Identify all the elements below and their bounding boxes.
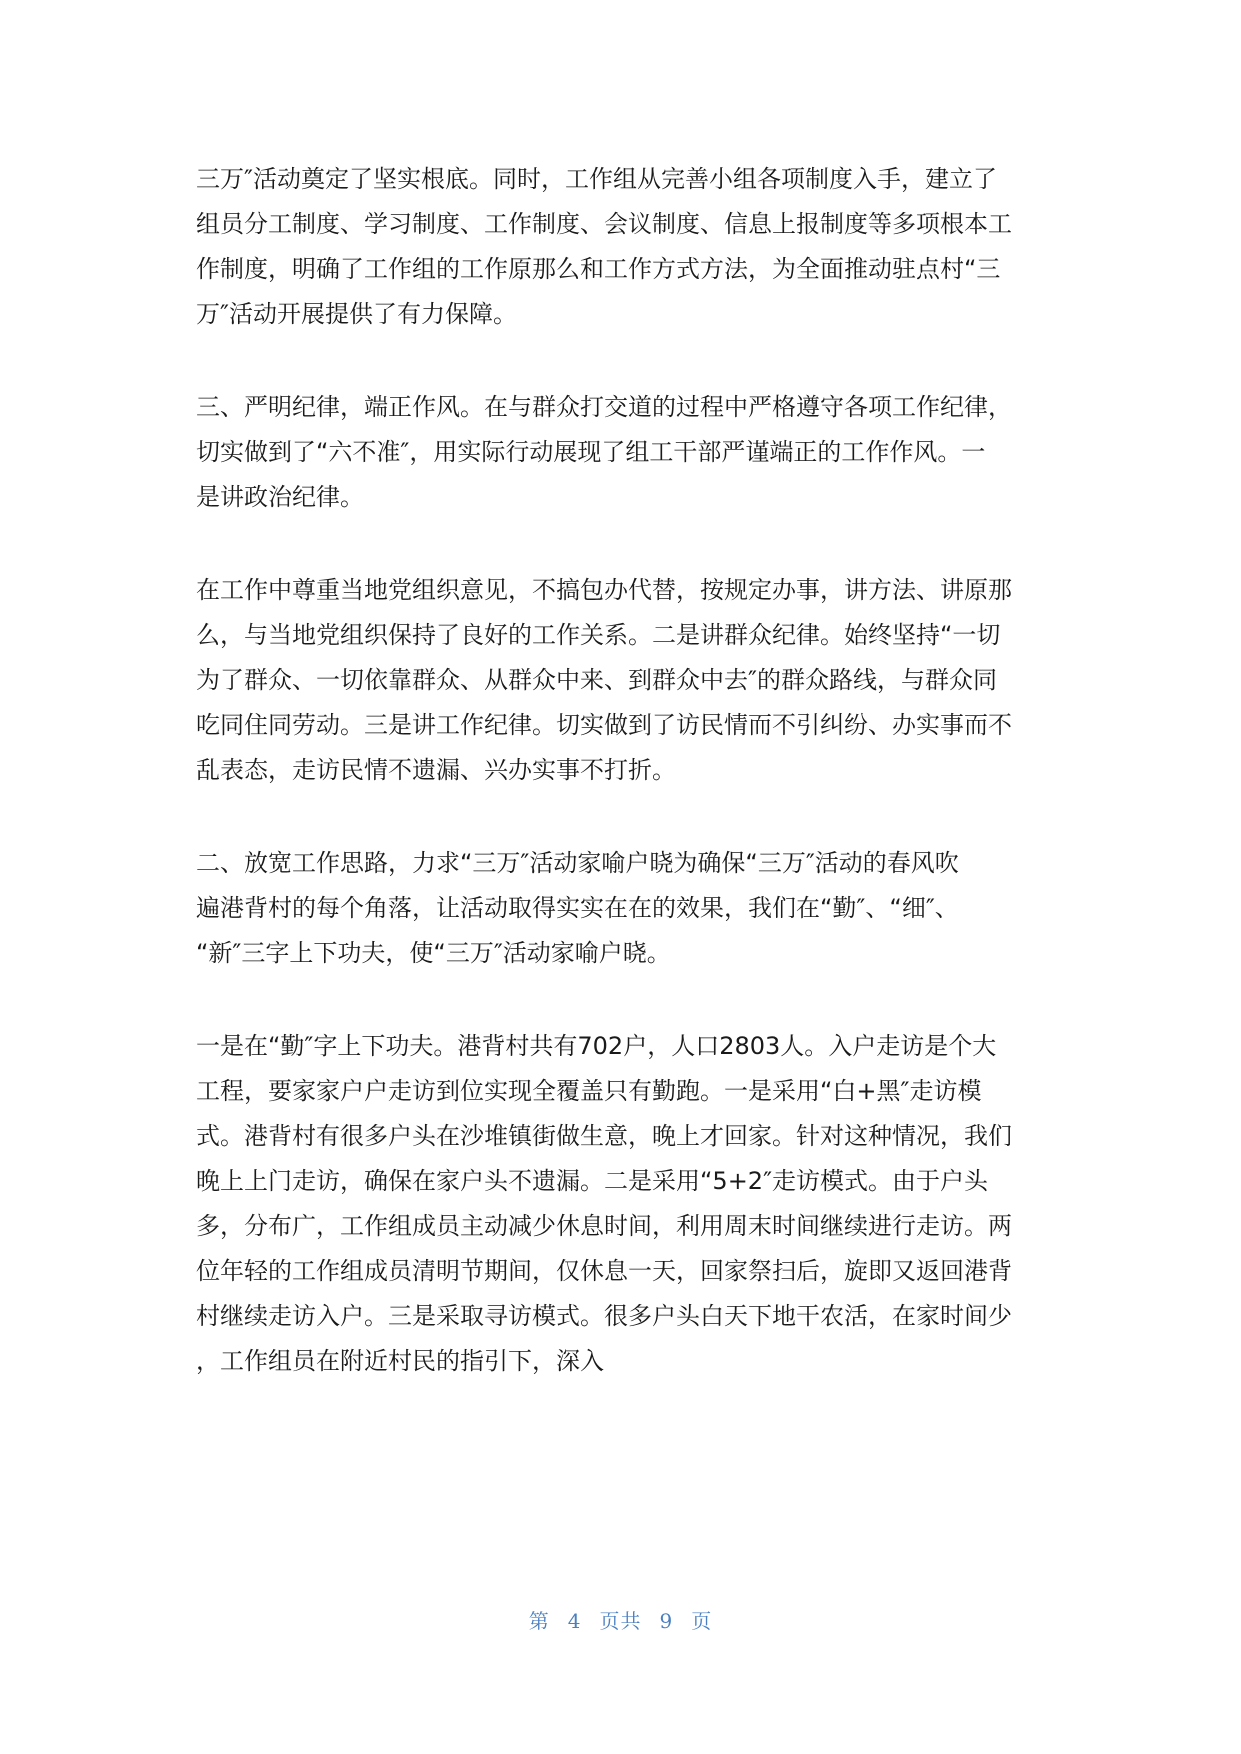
text-line: 三万″活动奠定了坚实根底。同时，工作组从完善小组各项制度入手，建立了 xyxy=(196,165,997,193)
text-line: 么，与当地党组织保持了良好的工作关系。二是讲群众纪律。始终坚持“一切 xyxy=(196,621,1001,649)
text-line: 工程，要家家户户走访到位实现全覆盖只有勤跑。一是采用“白+黑″走访模 xyxy=(196,1077,982,1105)
text-line: 村继续走访入户。三是采取寻访模式。很多户头白天下地干农活，在家时间少 xyxy=(196,1302,1012,1330)
text-line: 组员分工制度、学习制度、工作制度、会议制度、信息上报制度等多项根本工 xyxy=(196,210,1012,238)
paragraph xyxy=(196,568,1056,793)
text-line: 式。港背村有很多户头在沙堆镇街做生意，晚上才回家。针对这种情况，我们 xyxy=(196,1122,1012,1150)
footer-total-pages: 9 xyxy=(659,1609,674,1633)
text-line: 遍港背村的每个角落，让活动取得实实在在的效果，我们在“勤″、“细″、 xyxy=(196,894,959,922)
text-line: 位年轻的工作组成员清明节期间，仅休息一天，回家祭扫后，旋即又返回港背 xyxy=(196,1257,1012,1285)
footer-current-page: 4 xyxy=(567,1609,582,1633)
text-line: 三、严明纪律，端正作风。在与群众打交道的过程中严格遵守各项工作纪律， xyxy=(196,393,1012,421)
text-line: 乱表态，走访民情不遗漏、兴办实事不打折。 xyxy=(196,756,676,784)
paragraph xyxy=(196,1024,1056,1384)
footer-suffix: 页 xyxy=(691,1609,713,1633)
paragraph xyxy=(196,841,1056,976)
page-footer xyxy=(0,1605,1241,1634)
text-line: 为了群众、一切依靠群众、从群众中来、到群众中去″的群众路线，与群众同 xyxy=(196,666,997,694)
document-body xyxy=(196,157,1056,1432)
text-line: 吃同住同劳动。三是讲工作纪律。切实做到了访民情而不引纠纷、办实事而不 xyxy=(196,711,1012,739)
text-line: 在工作中尊重当地党组织意见，不搞包办代替，按规定办事，讲方法、讲原那 xyxy=(196,576,1012,604)
text-line: 多，分布广，工作组成员主动减少休息时间，利用周末时间继续进行走访。两 xyxy=(196,1212,1012,1240)
footer-prefix: 第 xyxy=(528,1609,550,1633)
footer-middle: 页共 xyxy=(599,1609,642,1633)
text-line: 作制度，明确了工作组的工作原那么和工作方式方法，为全面推动驻点村“三 xyxy=(196,255,1001,283)
paragraph xyxy=(196,385,1056,520)
paragraph xyxy=(196,157,1056,337)
text-line: 是讲政治纪律。 xyxy=(196,483,364,511)
text-line: 二、放宽工作思路，力求“三万″活动家喻户晓为确保“三万″活动的春风吹 xyxy=(196,849,959,877)
text-line: 万″活动开展提供了有力保障。 xyxy=(196,300,517,328)
text-line: ，工作组员在附近村民的指引下，深入 xyxy=(196,1347,604,1375)
text-line: 切实做到了“六不准″，用实际行动展现了组工干部严谨端正的工作作风。一 xyxy=(196,438,986,466)
text-line: 晚上上门走访，确保在家户头不遗漏。二是采用“5+2″走访模式。由于户头 xyxy=(196,1167,989,1195)
text-line: “新″三字上下功夫，使“三万″活动家喻户晓。 xyxy=(196,939,671,967)
text-line: 一是在“勤″字上下功夫。港背村共有702户，人口2803人。入户走访是个大 xyxy=(196,1032,997,1060)
